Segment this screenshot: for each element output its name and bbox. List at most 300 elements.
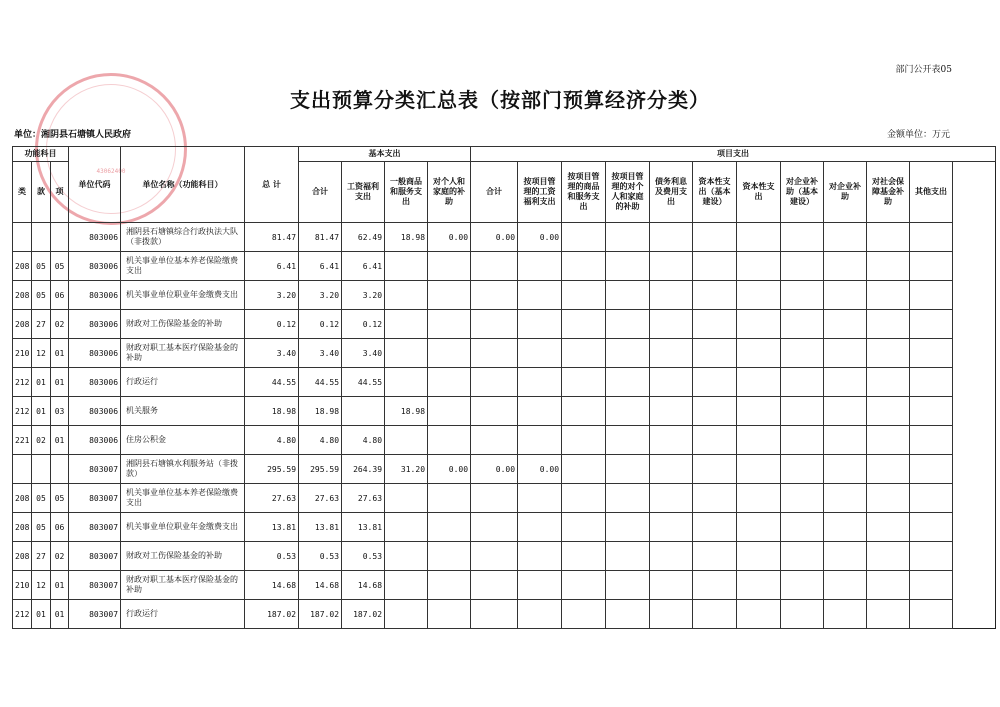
cell-proj-subtotal bbox=[471, 368, 518, 397]
header-kuan: 款 bbox=[32, 162, 51, 223]
header-unit-code: 单位代码 bbox=[69, 147, 121, 223]
header-unit-name: 单位名称（功能科目） bbox=[121, 147, 245, 223]
cell-basic-salary: 44.55 bbox=[342, 368, 385, 397]
cell-proj-goods bbox=[562, 223, 606, 252]
cell-proj-other bbox=[910, 600, 953, 629]
cell-proj-subtotal bbox=[471, 513, 518, 542]
cell-proj-enterprise-build bbox=[781, 426, 824, 455]
cell-unit-code: 803006 bbox=[69, 339, 121, 368]
cell-kuan: 05 bbox=[32, 252, 51, 281]
cell-proj-salary bbox=[518, 339, 562, 368]
cell-total: 13.81 bbox=[245, 513, 299, 542]
cell-unit-code: 803007 bbox=[69, 455, 121, 484]
cell-kuan bbox=[32, 223, 51, 252]
cell-proj-social bbox=[867, 252, 910, 281]
cell-proj-salary bbox=[518, 368, 562, 397]
cell-basic-goods bbox=[385, 368, 428, 397]
cell-xiang: 06 bbox=[51, 513, 69, 542]
table-row bbox=[13, 571, 996, 600]
cell-proj-subtotal bbox=[471, 397, 518, 426]
header-proj-debt: 债务利息及费用支出 bbox=[650, 162, 693, 223]
cell-proj-salary bbox=[518, 310, 562, 339]
cell-proj-other bbox=[910, 252, 953, 281]
cell-proj-debt bbox=[650, 368, 693, 397]
table-row bbox=[13, 310, 996, 339]
header-proj-capital: 资本性支出 bbox=[737, 162, 781, 223]
cell-basic-goods bbox=[385, 513, 428, 542]
cell-xiang: 01 bbox=[51, 426, 69, 455]
cell-proj-enterprise bbox=[824, 600, 867, 629]
cell-proj-goods bbox=[562, 368, 606, 397]
cell-proj-subsidy bbox=[606, 542, 650, 571]
cell-xiang: 02 bbox=[51, 310, 69, 339]
cell-proj-capital bbox=[737, 542, 781, 571]
cell-xiang bbox=[51, 455, 69, 484]
table-row bbox=[13, 513, 996, 542]
cell-proj-subsidy bbox=[606, 397, 650, 426]
cell-kuan: 12 bbox=[32, 339, 51, 368]
cell-proj-subtotal bbox=[471, 600, 518, 629]
cell-proj-goods bbox=[562, 571, 606, 600]
cell-unit-code: 803006 bbox=[69, 223, 121, 252]
cell-basic-subtotal: 27.63 bbox=[299, 484, 342, 513]
cell-unit-name: 行政运行 bbox=[121, 600, 245, 629]
seal-number: 43062400 bbox=[96, 168, 126, 175]
cell-total: 3.40 bbox=[245, 339, 299, 368]
cell-proj-goods bbox=[562, 513, 606, 542]
cell-kuan: 01 bbox=[32, 368, 51, 397]
cell-unit-name: 机关事业单位基本养老保险缴费支出 bbox=[121, 484, 245, 513]
cell-lei: 210 bbox=[13, 339, 32, 368]
cell-proj-subtotal: 0.00 bbox=[471, 455, 518, 484]
cell-basic-subsidy bbox=[428, 310, 471, 339]
cell-total: 187.02 bbox=[245, 600, 299, 629]
cell-proj-capital-build bbox=[693, 397, 737, 426]
budget-table bbox=[12, 146, 996, 629]
cell-lei: 210 bbox=[13, 571, 32, 600]
cell-proj-subtotal bbox=[471, 310, 518, 339]
cell-proj-goods bbox=[562, 339, 606, 368]
cell-proj-capital-build bbox=[693, 484, 737, 513]
cell-basic-salary: 27.63 bbox=[342, 484, 385, 513]
cell-unit-name: 机关事业单位职业年金缴费支出 bbox=[121, 281, 245, 310]
table-row bbox=[13, 252, 996, 281]
cell-proj-enterprise bbox=[824, 426, 867, 455]
cell-proj-enterprise-build bbox=[781, 397, 824, 426]
table-row bbox=[13, 426, 996, 455]
form-number: 部门公开表05 bbox=[895, 65, 952, 75]
cell-basic-salary: 3.20 bbox=[342, 281, 385, 310]
cell-proj-capital-build bbox=[693, 513, 737, 542]
cell-proj-subsidy bbox=[606, 426, 650, 455]
cell-xiang: 03 bbox=[51, 397, 69, 426]
cell-basic-subtotal: 18.98 bbox=[299, 397, 342, 426]
cell-basic-goods bbox=[385, 310, 428, 339]
cell-unit-code: 803007 bbox=[69, 513, 121, 542]
cell-total: 295.59 bbox=[245, 455, 299, 484]
cell-proj-enterprise-build bbox=[781, 339, 824, 368]
cell-total: 6.41 bbox=[245, 252, 299, 281]
cell-unit-name: 财政对工伤保险基金的补助 bbox=[121, 542, 245, 571]
cell-proj-subsidy bbox=[606, 339, 650, 368]
cell-proj-enterprise bbox=[824, 252, 867, 281]
cell-proj-other bbox=[910, 310, 953, 339]
cell-proj-subsidy bbox=[606, 281, 650, 310]
table-row bbox=[13, 600, 996, 629]
cell-lei: 208 bbox=[13, 513, 32, 542]
cell-proj-enterprise bbox=[824, 368, 867, 397]
cell-proj-subsidy bbox=[606, 484, 650, 513]
cell-xiang: 01 bbox=[51, 339, 69, 368]
cell-unit-name: 湘阴县石塘镇综合行政执法大队（非拨款） bbox=[121, 223, 245, 252]
cell-proj-salary bbox=[518, 542, 562, 571]
cell-proj-social bbox=[867, 600, 910, 629]
header-proj-capital-build: 资本性支出（基本建设） bbox=[693, 162, 737, 223]
cell-proj-goods bbox=[562, 484, 606, 513]
cell-basic-subsidy bbox=[428, 484, 471, 513]
cell-xiang: 06 bbox=[51, 281, 69, 310]
cell-proj-capital bbox=[737, 252, 781, 281]
cell-proj-enterprise-build bbox=[781, 310, 824, 339]
header-proj-salary: 按项目管理的工资福利支出 bbox=[518, 162, 562, 223]
cell-total: 44.55 bbox=[245, 368, 299, 397]
cell-total: 0.53 bbox=[245, 542, 299, 571]
cell-proj-capital-build bbox=[693, 223, 737, 252]
header-proj-other: 其他支出 bbox=[910, 162, 953, 223]
cell-proj-debt bbox=[650, 310, 693, 339]
cell-proj-capital bbox=[737, 455, 781, 484]
cell-proj-capital-build bbox=[693, 542, 737, 571]
cell-proj-debt bbox=[650, 571, 693, 600]
cell-proj-salary: 0.00 bbox=[518, 223, 562, 252]
cell-basic-subtotal: 14.68 bbox=[299, 571, 342, 600]
cell-unit-code: 803007 bbox=[69, 600, 121, 629]
cell-proj-salary bbox=[518, 426, 562, 455]
header-proj-social: 对社会保障基金补助 bbox=[867, 162, 910, 223]
cell-kuan: 02 bbox=[32, 426, 51, 455]
cell-proj-enterprise bbox=[824, 571, 867, 600]
cell-proj-enterprise bbox=[824, 339, 867, 368]
cell-proj-subtotal: 0.00 bbox=[471, 223, 518, 252]
header-basic-subtotal: 合计 bbox=[299, 162, 342, 223]
cell-proj-debt bbox=[650, 397, 693, 426]
cell-lei: 208 bbox=[13, 310, 32, 339]
cell-basic-goods: 18.98 bbox=[385, 223, 428, 252]
cell-unit-code: 803006 bbox=[69, 252, 121, 281]
cell-proj-capital-build bbox=[693, 339, 737, 368]
cell-xiang: 05 bbox=[51, 484, 69, 513]
cell-proj-debt bbox=[650, 426, 693, 455]
table-row bbox=[13, 339, 996, 368]
cell-basic-goods: 18.98 bbox=[385, 397, 428, 426]
cell-kuan bbox=[32, 455, 51, 484]
cell-proj-social bbox=[867, 484, 910, 513]
cell-unit-name: 财政对工伤保险基金的补助 bbox=[121, 310, 245, 339]
budget-table-body bbox=[13, 223, 996, 629]
cell-proj-social bbox=[867, 542, 910, 571]
cell-basic-subsidy: 0.00 bbox=[428, 223, 471, 252]
cell-unit-name: 机关事业单位职业年金缴费支出 bbox=[121, 513, 245, 542]
cell-proj-enterprise-build bbox=[781, 542, 824, 571]
cell-proj-goods bbox=[562, 542, 606, 571]
cell-lei: 208 bbox=[13, 542, 32, 571]
header-basic-group: 基本支出 bbox=[299, 147, 471, 162]
cell-basic-subsidy: 0.00 bbox=[428, 455, 471, 484]
cell-proj-enterprise bbox=[824, 455, 867, 484]
cell-proj-subtotal bbox=[471, 571, 518, 600]
cell-basic-subtotal: 0.53 bbox=[299, 542, 342, 571]
cell-basic-subtotal: 13.81 bbox=[299, 513, 342, 542]
cell-proj-salary: 0.00 bbox=[518, 455, 562, 484]
cell-lei: 208 bbox=[13, 252, 32, 281]
cell-basic-subtotal: 0.12 bbox=[299, 310, 342, 339]
header-row-1 bbox=[13, 147, 996, 162]
cell-proj-enterprise bbox=[824, 281, 867, 310]
cell-proj-enterprise-build bbox=[781, 571, 824, 600]
cell-proj-other bbox=[910, 484, 953, 513]
cell-basic-salary: 14.68 bbox=[342, 571, 385, 600]
cell-proj-other bbox=[910, 397, 953, 426]
cell-basic-goods bbox=[385, 281, 428, 310]
cell-proj-capital-build bbox=[693, 368, 737, 397]
cell-unit-name: 机关事业单位基本养老保险缴费支出 bbox=[121, 252, 245, 281]
cell-proj-capital bbox=[737, 484, 781, 513]
header-project-group: 项目支出 bbox=[471, 147, 996, 162]
cell-proj-other bbox=[910, 426, 953, 455]
cell-proj-subtotal bbox=[471, 281, 518, 310]
cell-basic-subtotal: 44.55 bbox=[299, 368, 342, 397]
cell-basic-salary: 0.53 bbox=[342, 542, 385, 571]
cell-proj-capital bbox=[737, 600, 781, 629]
cell-proj-capital bbox=[737, 426, 781, 455]
cell-proj-debt bbox=[650, 542, 693, 571]
cell-basic-subsidy bbox=[428, 368, 471, 397]
cell-unit-code: 803007 bbox=[69, 484, 121, 513]
cell-proj-debt bbox=[650, 223, 693, 252]
cell-basic-salary: 187.02 bbox=[342, 600, 385, 629]
cell-proj-other bbox=[910, 223, 953, 252]
cell-basic-goods bbox=[385, 339, 428, 368]
table-row bbox=[13, 223, 996, 252]
cell-lei: 221 bbox=[13, 426, 32, 455]
cell-basic-salary: 264.39 bbox=[342, 455, 385, 484]
cell-unit-name: 财政对职工基本医疗保险基金的补助 bbox=[121, 571, 245, 600]
cell-total: 27.63 bbox=[245, 484, 299, 513]
cell-proj-social bbox=[867, 571, 910, 600]
cell-unit-code: 803006 bbox=[69, 397, 121, 426]
cell-proj-capital-build bbox=[693, 281, 737, 310]
header-basic-goods: 一般商品和服务支出 bbox=[385, 162, 428, 223]
cell-proj-goods bbox=[562, 310, 606, 339]
cell-lei bbox=[13, 455, 32, 484]
cell-proj-salary bbox=[518, 397, 562, 426]
cell-proj-capital bbox=[737, 368, 781, 397]
cell-basic-subsidy bbox=[428, 542, 471, 571]
cell-basic-subsidy bbox=[428, 600, 471, 629]
cell-proj-subsidy bbox=[606, 368, 650, 397]
cell-proj-debt bbox=[650, 339, 693, 368]
cell-proj-goods bbox=[562, 281, 606, 310]
cell-xiang: 05 bbox=[51, 252, 69, 281]
cell-proj-subsidy bbox=[606, 513, 650, 542]
cell-basic-salary: 3.40 bbox=[342, 339, 385, 368]
cell-proj-other bbox=[910, 339, 953, 368]
cell-unit-code: 803006 bbox=[69, 426, 121, 455]
table-row bbox=[13, 484, 996, 513]
cell-basic-salary: 6.41 bbox=[342, 252, 385, 281]
header-basic-salary: 工资福利支出 bbox=[342, 162, 385, 223]
cell-xiang: 01 bbox=[51, 368, 69, 397]
cell-proj-other bbox=[910, 542, 953, 571]
cell-proj-social bbox=[867, 339, 910, 368]
header-proj-goods: 按项目管理的商品和服务支出 bbox=[562, 162, 606, 223]
cell-proj-debt bbox=[650, 484, 693, 513]
cell-proj-social bbox=[867, 310, 910, 339]
cell-proj-capital bbox=[737, 281, 781, 310]
cell-proj-enterprise bbox=[824, 542, 867, 571]
cell-kuan: 27 bbox=[32, 310, 51, 339]
cell-kuan: 12 bbox=[32, 571, 51, 600]
cell-proj-subsidy bbox=[606, 571, 650, 600]
cell-proj-enterprise-build bbox=[781, 484, 824, 513]
cell-unit-code: 803007 bbox=[69, 571, 121, 600]
cell-proj-social bbox=[867, 281, 910, 310]
cell-basic-subtotal: 3.20 bbox=[299, 281, 342, 310]
cell-proj-enterprise bbox=[824, 513, 867, 542]
cell-proj-other bbox=[910, 513, 953, 542]
cell-kuan: 01 bbox=[32, 600, 51, 629]
cell-unit-code: 803006 bbox=[69, 281, 121, 310]
cell-basic-subsidy bbox=[428, 252, 471, 281]
cell-xiang bbox=[51, 223, 69, 252]
cell-kuan: 05 bbox=[32, 281, 51, 310]
cell-proj-subsidy bbox=[606, 252, 650, 281]
cell-proj-debt bbox=[650, 252, 693, 281]
cell-proj-other bbox=[910, 368, 953, 397]
cell-kuan: 05 bbox=[32, 513, 51, 542]
header-proj-enterprise: 对企业补助 bbox=[824, 162, 867, 223]
cell-proj-subtotal bbox=[471, 426, 518, 455]
cell-proj-enterprise-build bbox=[781, 600, 824, 629]
header-proj-enterprise-build: 对企业补助（基本建设） bbox=[781, 162, 824, 223]
cell-basic-subsidy bbox=[428, 513, 471, 542]
cell-proj-enterprise-build bbox=[781, 281, 824, 310]
cell-proj-enterprise bbox=[824, 310, 867, 339]
table-row bbox=[13, 397, 996, 426]
cell-lei: 208 bbox=[13, 484, 32, 513]
cell-total: 18.98 bbox=[245, 397, 299, 426]
cell-proj-other bbox=[910, 571, 953, 600]
cell-proj-capital-build bbox=[693, 426, 737, 455]
table-row bbox=[13, 455, 996, 484]
cell-basic-subsidy bbox=[428, 571, 471, 600]
header-xiang: 项 bbox=[51, 162, 69, 223]
cell-proj-social bbox=[867, 397, 910, 426]
cell-proj-salary bbox=[518, 600, 562, 629]
cell-proj-capital bbox=[737, 310, 781, 339]
cell-unit-name: 财政对职工基本医疗保险基金的补助 bbox=[121, 339, 245, 368]
cell-proj-goods bbox=[562, 426, 606, 455]
cell-proj-subtotal bbox=[471, 484, 518, 513]
cell-total: 0.12 bbox=[245, 310, 299, 339]
cell-proj-salary bbox=[518, 281, 562, 310]
cell-basic-subtotal: 4.80 bbox=[299, 426, 342, 455]
cell-basic-subsidy bbox=[428, 426, 471, 455]
cell-lei: 208 bbox=[13, 281, 32, 310]
cell-proj-social bbox=[867, 223, 910, 252]
cell-xiang: 01 bbox=[51, 571, 69, 600]
cell-basic-subsidy bbox=[428, 339, 471, 368]
cell-unit-name: 机关服务 bbox=[121, 397, 245, 426]
cell-basic-subtotal: 187.02 bbox=[299, 600, 342, 629]
cell-proj-capital-build bbox=[693, 571, 737, 600]
cell-unit-name: 住房公积金 bbox=[121, 426, 245, 455]
page-title: 支出预算分类汇总表（按部门预算经济分类） bbox=[290, 88, 710, 112]
cell-unit-code: 803006 bbox=[69, 368, 121, 397]
cell-proj-other bbox=[910, 281, 953, 310]
cell-proj-enterprise-build bbox=[781, 513, 824, 542]
cell-proj-subsidy bbox=[606, 223, 650, 252]
cell-basic-subtotal: 3.40 bbox=[299, 339, 342, 368]
cell-basic-goods bbox=[385, 426, 428, 455]
cell-lei: 212 bbox=[13, 397, 32, 426]
cell-proj-social bbox=[867, 513, 910, 542]
cell-proj-subsidy bbox=[606, 600, 650, 629]
cell-proj-debt bbox=[650, 600, 693, 629]
cell-basic-salary: 4.80 bbox=[342, 426, 385, 455]
cell-proj-subsidy bbox=[606, 455, 650, 484]
cell-proj-capital-build bbox=[693, 252, 737, 281]
header-lei: 类 bbox=[13, 162, 32, 223]
cell-proj-debt bbox=[650, 513, 693, 542]
cell-total: 81.47 bbox=[245, 223, 299, 252]
header-total: 总 计 bbox=[245, 147, 299, 223]
cell-basic-subsidy bbox=[428, 281, 471, 310]
cell-proj-salary bbox=[518, 484, 562, 513]
cell-basic-salary: 62.49 bbox=[342, 223, 385, 252]
cell-lei: 212 bbox=[13, 600, 32, 629]
cell-basic-subtotal: 295.59 bbox=[299, 455, 342, 484]
table-row bbox=[13, 368, 996, 397]
header-proj-subtotal: 合计 bbox=[471, 162, 518, 223]
table-row bbox=[13, 542, 996, 571]
cell-basic-subsidy bbox=[428, 397, 471, 426]
cell-proj-subtotal bbox=[471, 252, 518, 281]
cell-proj-capital bbox=[737, 571, 781, 600]
cell-basic-goods bbox=[385, 252, 428, 281]
cell-proj-enterprise bbox=[824, 397, 867, 426]
header-proj-subsidy: 按项目管理的对个人和家庭的补助 bbox=[606, 162, 650, 223]
cell-proj-other bbox=[910, 455, 953, 484]
cell-unit-name: 湘阴县石塘镇水利服务站（非拨款） bbox=[121, 455, 245, 484]
cell-xiang: 02 bbox=[51, 542, 69, 571]
unit-label: 单位：湘阴县石塘镇人民政府 bbox=[14, 130, 132, 140]
cell-proj-goods bbox=[562, 397, 606, 426]
cell-proj-capital bbox=[737, 397, 781, 426]
cell-total: 14.68 bbox=[245, 571, 299, 600]
cell-proj-salary bbox=[518, 252, 562, 281]
cell-lei: 212 bbox=[13, 368, 32, 397]
cell-proj-goods bbox=[562, 455, 606, 484]
cell-proj-capital-build bbox=[693, 310, 737, 339]
cell-lei bbox=[13, 223, 32, 252]
cell-total: 4.80 bbox=[245, 426, 299, 455]
cell-proj-debt bbox=[650, 281, 693, 310]
cell-proj-enterprise-build bbox=[781, 252, 824, 281]
cell-unit-code: 803006 bbox=[69, 310, 121, 339]
cell-proj-social bbox=[867, 368, 910, 397]
cell-proj-salary bbox=[518, 571, 562, 600]
